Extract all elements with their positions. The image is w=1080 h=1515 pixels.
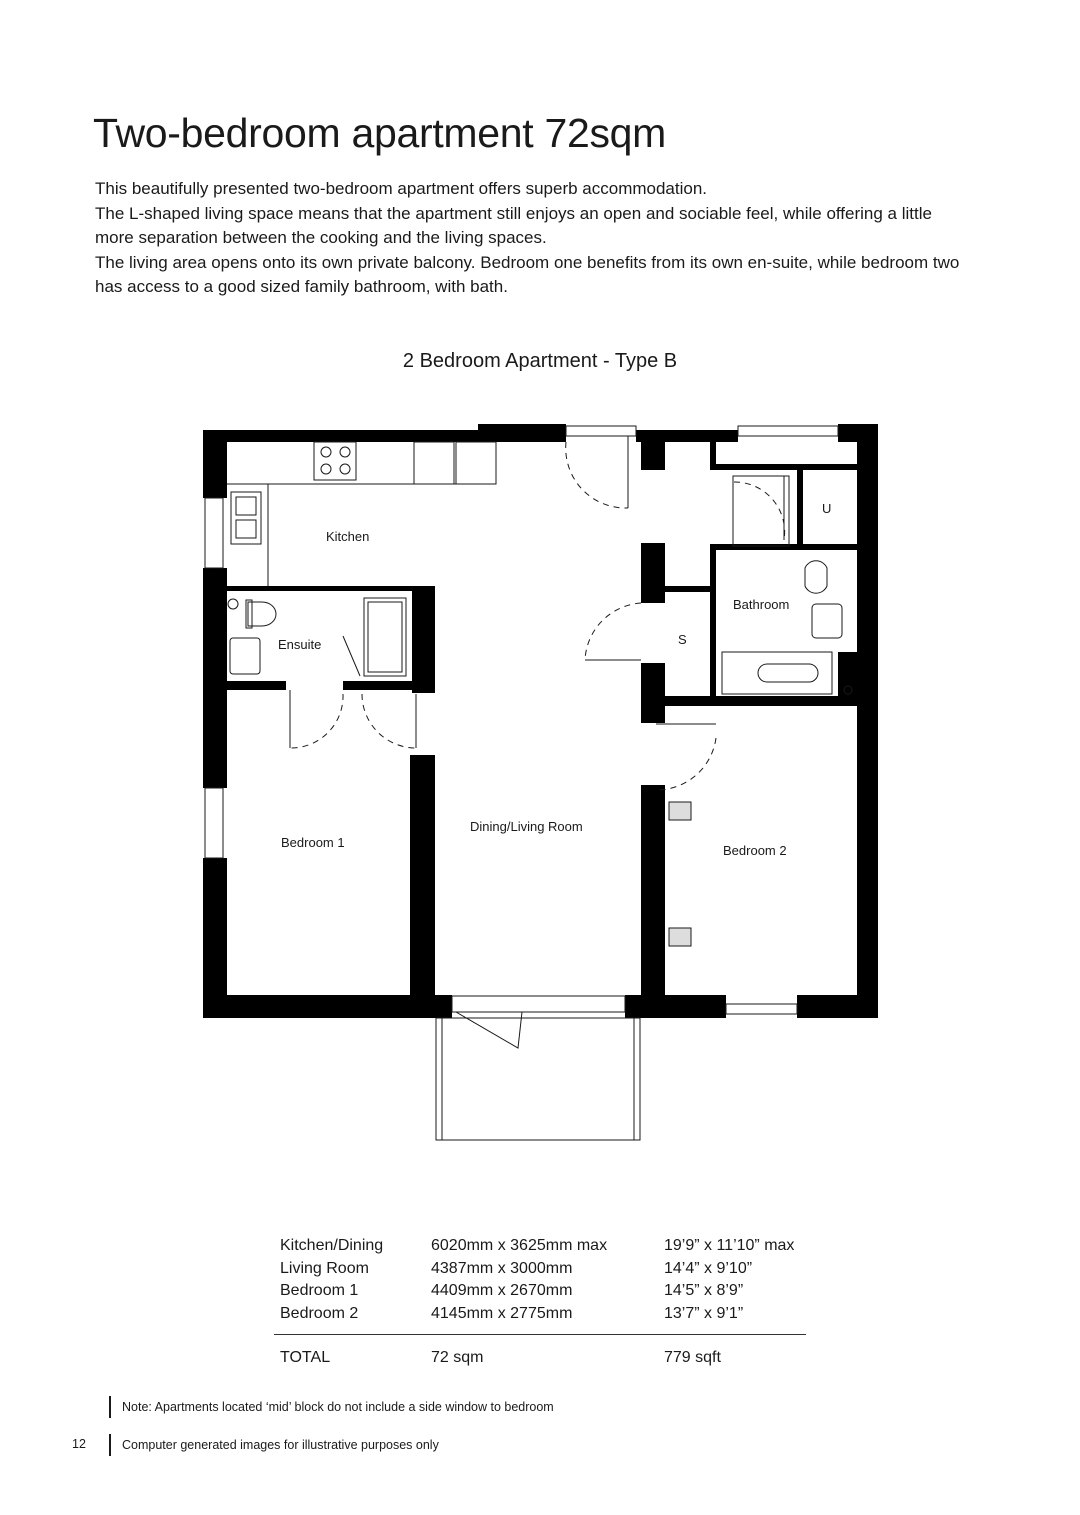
wall-ensuite-bottom: [343, 681, 435, 690]
basin-icon: [812, 604, 842, 638]
wall-bath: [665, 696, 858, 706]
door-swing: [656, 738, 716, 790]
room-name: Bedroom 1: [280, 1282, 359, 1300]
room-label-utility: U: [822, 501, 832, 516]
door-swing: [290, 694, 343, 748]
wall-bath: [710, 544, 716, 698]
room-label-bathroom: Bathroom: [733, 597, 790, 612]
room-imperial: 14’4” x 9’10”: [664, 1259, 753, 1277]
door-swing: [566, 442, 628, 508]
footnote-illustrative: Computer generated images for illustrative purposes only: [109, 1434, 439, 1456]
wall-bath: [797, 470, 803, 550]
outer-wall-top: [478, 424, 566, 432]
wall-ensuite: [219, 586, 227, 691]
outer-wall-bottom: [797, 995, 878, 1018]
wall-bedroom1: [410, 755, 435, 995]
basin-icon: [230, 638, 260, 674]
outer-wall-left: [203, 430, 227, 498]
room-name: Bedroom 2: [280, 1304, 359, 1322]
total-metric: 72 sqm: [431, 1349, 484, 1367]
room-imperial: 14’5” x 8’9”: [664, 1282, 744, 1300]
kitchen-unit: [414, 442, 454, 484]
window: [205, 788, 223, 858]
intro-paragraph: This beautifully presented two-bedroom apartment offers superb accommodation.: [95, 179, 708, 198]
window: [452, 996, 625, 1012]
toilet-icon: [805, 561, 827, 593]
wall-central: [641, 663, 665, 723]
intro-paragraph: The L-shaped living space means that the apartment still enjoys an open and sociable feel, while offering a little more separation between the cooking and the living spaces.: [95, 203, 932, 248]
intro-paragraph: The living area opens onto its own private balcony. Bedroom one benefits from its own en-suite, while bedroom two has access to a good sized family bathroom, with bath.: [95, 252, 960, 297]
table-row: [274, 1280, 806, 1303]
table-total-row: [274, 1347, 806, 1370]
table-divider: [274, 1325, 806, 1335]
room-label-bedroom1: Bedroom 1: [281, 835, 345, 850]
radiator: [669, 928, 691, 946]
table-row: [274, 1258, 806, 1281]
outer-wall-right: [857, 424, 878, 1018]
window: [726, 1004, 797, 1014]
room-name: Kitchen/Dining: [280, 1237, 384, 1255]
wall-bath: [710, 464, 858, 470]
wall-ensuite-right: [412, 588, 435, 693]
room-label-living: Dining/Living Room: [470, 819, 583, 834]
hob-icon: [314, 442, 356, 480]
wall-central: [641, 543, 665, 603]
door-swing: [362, 694, 416, 748]
total-label: TOTAL: [280, 1349, 331, 1367]
page-number: 12: [72, 1437, 86, 1451]
wall-ensuite-bottom: [219, 681, 286, 690]
wall-central: [641, 785, 665, 995]
footnote-mid-block: Note: Apartments located ‘mid’ block do not include a side window to bedroom: [109, 1396, 554, 1418]
table-row: [274, 1303, 806, 1326]
room-label-kitchen: Kitchen: [326, 529, 370, 544]
total-imperial: 779 sqft: [664, 1349, 721, 1367]
wall-bath: [665, 586, 710, 592]
outer-wall-bottom: [625, 995, 726, 1018]
room-metric: 4387mm x 3000mm: [431, 1259, 573, 1277]
room-metric: 6020mm x 3625mm max: [431, 1237, 608, 1255]
room-imperial: 19’9” x 11’10” max: [664, 1237, 795, 1255]
outer-wall-left: [203, 858, 227, 1018]
room-label-ensuite: Ensuite: [278, 637, 322, 652]
door-swing: [734, 482, 785, 540]
room-label-storage: S: [678, 632, 687, 647]
window: [205, 498, 223, 568]
room-metric: 4409mm x 2670mm: [431, 1282, 573, 1300]
window: [566, 426, 636, 436]
dimensions-table: [274, 1235, 806, 1370]
wall-central: [641, 430, 665, 470]
room-label-bedroom2: Bedroom 2: [723, 843, 787, 858]
room-imperial: 13’7” x 9’1”: [664, 1304, 744, 1322]
outer-wall-bottom: [203, 995, 452, 1018]
wall-kitchen: [227, 586, 435, 591]
kitchen-unit: [456, 442, 496, 484]
room-metric: 4145mm x 2775mm: [431, 1304, 573, 1322]
floorplan-title: 2 Bedroom Apartment - Type B: [402, 350, 678, 372]
page-title: Two-bedroom apartment 72sqm: [93, 110, 667, 156]
window: [738, 426, 838, 436]
room-name: Living Room: [280, 1259, 369, 1277]
radiator: [669, 802, 691, 820]
door-swing: [585, 603, 641, 660]
shower-icon: [364, 598, 406, 676]
table-row: [274, 1235, 806, 1258]
wall-bath: [710, 544, 858, 550]
bath-icon: [722, 652, 832, 694]
balcony: [436, 1018, 640, 1140]
